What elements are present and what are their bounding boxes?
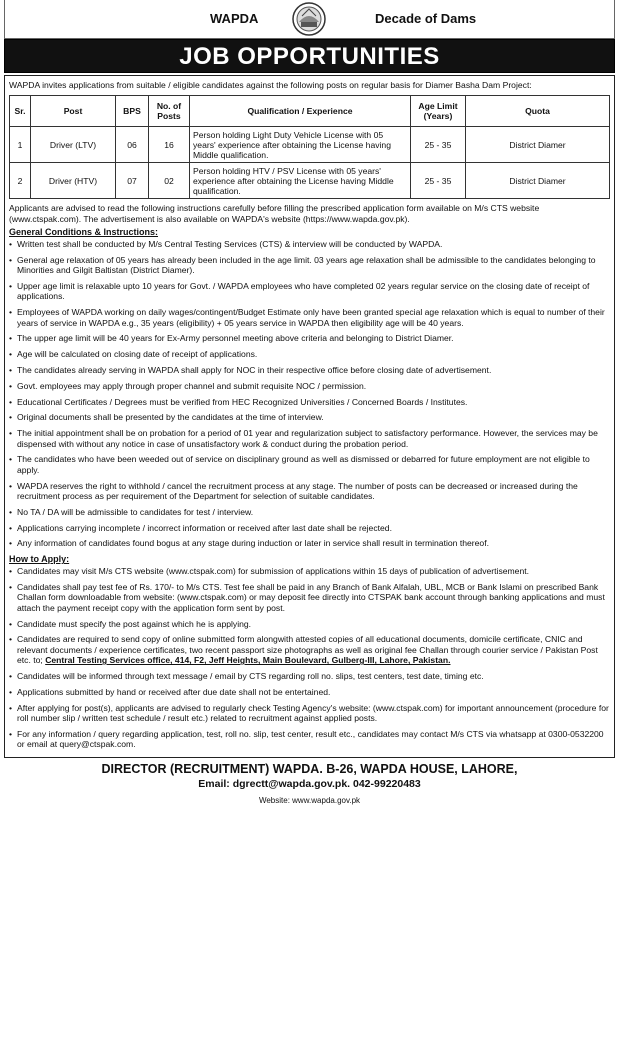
cell-post: Driver (LTV) [31,127,116,163]
cell-sr: 1 [10,127,31,163]
cell-quota: District Diamer [466,163,610,199]
list-item: • The candidates who have been weeded out of service on disciplinary ground as well as dismissed or debarred for future employment are not eligible to apply. [9,454,610,475]
table-header-row [10,96,610,127]
apply-list [9,566,610,749]
conditions-heading: General Conditions & Instructions: [9,227,159,237]
list-item: • Upper age limit is relaxable upto 10 years for Govt. / WAPDA employees who have completed 02 years regular service on the closing date of receipt of applications. [9,281,610,302]
list-item: • For any information / query regarding application, test, roll no. slip, test center, result etc., candidates may contact M/s CTS via whatsapp at 0300-0532200 or email at query@ctspak.com. [9,729,610,750]
list-item: • Employees of WAPDA working on daily wages/contingent/Budget Estimate only have been granted special age relaxation which is equal to number of their years of service in WAPDA e.g., 35 years (eligibility) + 05 years service in WAPDA then eligibility age will be 40 years. [9,307,610,328]
list-item: • Candidates will be informed through text message / email by CTS regarding roll no. slips, test centers, test date, timing etc. [9,671,610,681]
list-item: • Original documents shall be presented by the candidates at the time of interview. [9,412,610,422]
director-address: DIRECTOR (RECRUITMENT) WAPDA. B-26, WAPDA HOUSE, LAHORE, [101,762,518,776]
cell-sr: 2 [10,163,31,199]
cell-post: Driver (HTV) [31,163,116,199]
col-header-qualification: Qualification / Experience [190,96,411,127]
col-header-post: Post [31,96,116,127]
list-item: • After applying for post(s), applicants are advised to regularly check Testing Agency's website: (www.ctspak.com) for important announcement (procedure for roll number slip / written test schedule / result etc.) related to recruitment against applied posts. [9,703,610,724]
list-item: • Govt. employees may apply through proper channel and submit requisite NOC / permission. [9,381,610,391]
tagline: Decade of Dams [375,11,477,26]
col-header-bps: BPS [116,96,149,127]
list-item: • WAPDA reserves the right to withhold / cancel the recruitment process at any stage. The number of posts can be decreased or increased during the recruitment process as per requirement of the Department for selection of suitable candidates. [9,481,610,502]
org-name: WAPDA [210,11,259,26]
advice-text: Applicants are advised to read the following instructions carefully before filling the prescribed application form available on M/s CTS website (www.ctspak.com). The advertisement is also available on WAPDA's website (https://www.wapda.gov.pk). [9,203,540,224]
cell-qualification: Person holding Light Duty Vehicle License with 05 years' experience after obtaining the License having Middle qualification. [190,127,411,163]
list-item-copy-submission [9,634,610,665]
col-header-age: Age Limit (Years) [411,96,466,127]
list-item: • The upper age limit will be 40 years for Ex-Army personnel meeting above criteria and belonging to District Diamer. [9,333,610,343]
intro-text: WAPDA invites applications from suitable / eligible candidates against the following posts on regular basis for Diamer Basha Dam Project: [9,80,532,90]
list-item: • Written test shall be conducted by M/s Central Testing Services (CTS) & interview will be conducted by WAPDA. [9,239,610,249]
page-title: JOB OPPORTUNITIES [4,39,615,73]
list-item: • Applications submitted by hand or received after due date shall not be entertained. [9,687,610,697]
cell-bps: 06 [116,127,149,163]
list-item: • Applications carrying incomplete / incorrect information or received after last date shall be rejected. [9,523,610,533]
cell-age: 25 - 35 [411,127,466,163]
cell-qualification: Person holding HTV / PSV License with 05 years' experience after obtaining the License having Middle qualification. [190,163,411,199]
cts-address: Central Testing Services office, 414, F2, Jeff Heights, Main Boulevard, Gulberg-III, Lahore, Pakistan. [45,655,451,666]
list-item: • General age relaxation of 05 years has already been included in the age limit. 03 years age relaxation shall be admissible to the candidates belonging to Minorities and Gilgit Baltistan (District Diamer). [9,255,610,276]
col-header-quota: Quota [466,96,610,127]
cell-count: 16 [149,127,190,163]
cell-bps: 07 [116,163,149,199]
wapda-logo-icon [292,2,326,36]
advertisement-body [4,75,615,758]
list-item: • Candidates shall pay test fee of Rs. 170/- to M/s CTS. Test fee shall be paid in any Branch of Bank Alfalah, UBL, MCB or Bank Islami on prescribed Bank Challan form downloadable from website: (www.ctspak.com) or may deposit fee directly into CTSPAK bank account through banking applications and must attach the payment receipt copy with the application form sent by post. [9,582,610,613]
posts-table [9,95,610,199]
list-item: • Any information of candidates found bogus at any stage during induction or later in service shall result in termination thereof. [9,538,610,548]
apply-heading: How to Apply: [9,554,70,565]
contact-line: Email: dgrectt@wapda.gov.pk. 042-99220483 [198,778,421,790]
list-item: • The candidates already serving in WAPDA shall apply for NOC in their respective office before closing date of advertisement. [9,365,610,375]
list-item: • Educational Certificates / Degrees must be verified from HEC Recognized Universities / Concerned Boards / Institutes. [9,397,610,407]
conditions-list [9,239,610,549]
table-row [10,127,610,163]
copy-submission-text: Candidates are required to send copy of online submitted form alongwith attested copies of all educational documents, domicile certificate, CNIC and relevant documents / experience certificates, two recent passport size photographs as well as original fee Challan through courier service / Pakistan Post etc. to; [17,634,598,666]
col-header-posts: No. of Posts [149,96,190,127]
list-item: • The initial appointment shall be on probation for a period of 01 year and regularization subject to satisfactory performance. However, the services may be dispensed with without any notice in case of unsatisfactory work & conduct during the probation period. [9,428,610,449]
footer [4,762,615,805]
list-item: • Candidates may visit M/s CTS website (www.ctspak.com) for submission of applications within 15 days of publication of advertisement. [9,566,610,576]
list-item: • Candidate must specify the post against which he is applying. [9,619,610,629]
cell-age: 25 - 35 [411,163,466,199]
col-header-sr: Sr. [10,96,31,127]
cell-count: 02 [149,163,190,199]
list-item: • Age will be calculated on closing date of receipt of applications. [9,349,610,359]
table-row [10,163,610,199]
website-line: Website: www.wapda.gov.pk [258,796,361,805]
list-item: • No TA / DA will be admissible to candidates for test / interview. [9,507,610,517]
cell-quota: District Diamer [466,127,610,163]
masthead [4,0,615,39]
